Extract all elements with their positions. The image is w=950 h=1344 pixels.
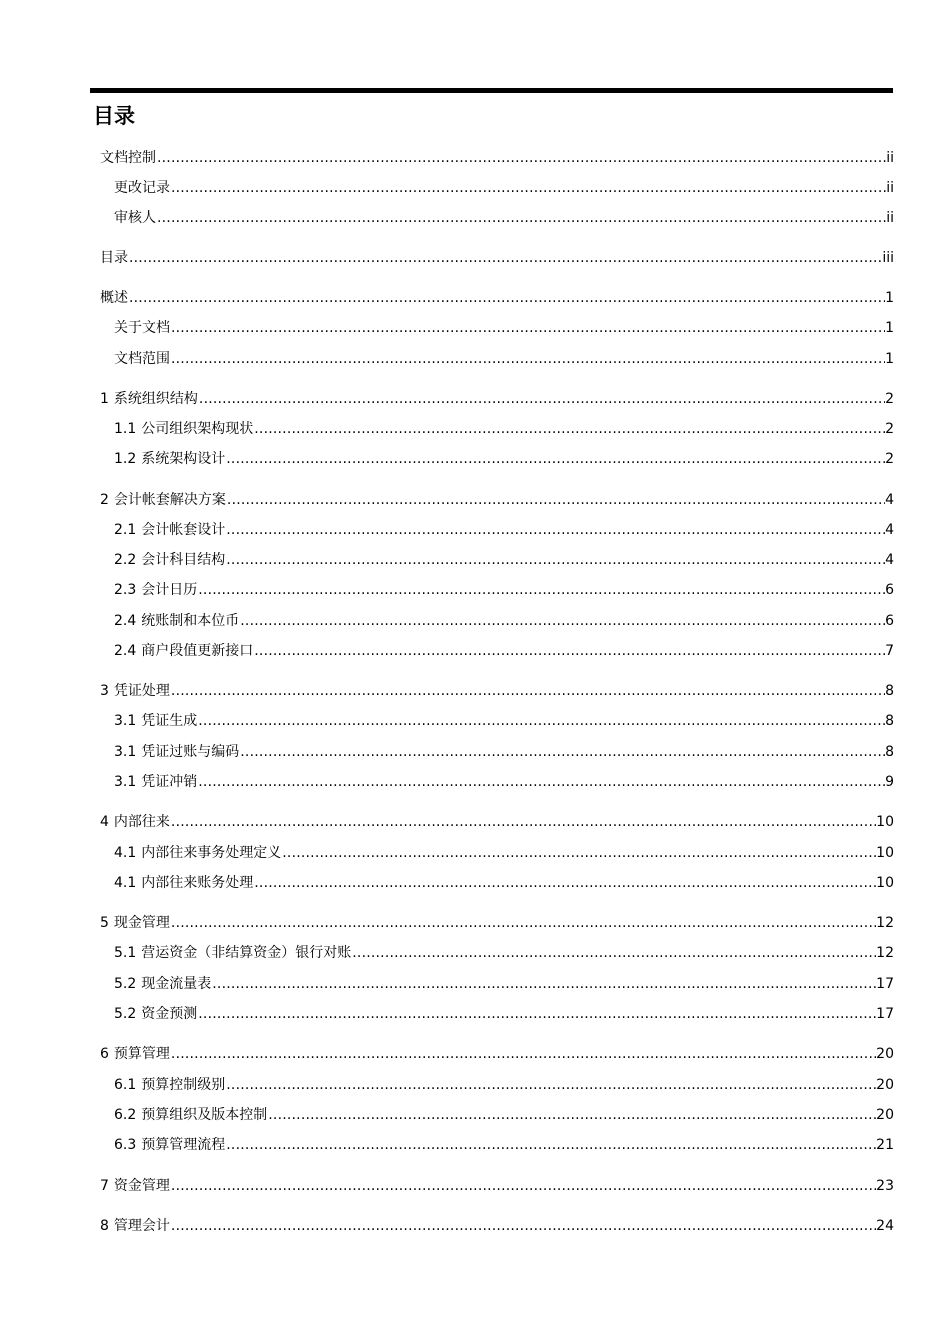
toc-entry-page-number: 4: [885, 522, 894, 538]
toc-entry-page-number: iii: [882, 250, 894, 266]
toc-entry[interactable]: [114, 349, 894, 369]
toc-entry-label: 会计帐套设计: [141, 522, 226, 538]
toc-entry-page-number: 17: [876, 1006, 894, 1022]
toc-entry-label: 关于文档: [114, 320, 170, 336]
toc-entry-page-number: 2: [885, 391, 894, 407]
toc-entry-label: 预算控制级别: [141, 1077, 226, 1093]
toc-entry-page-number: 20: [876, 1077, 894, 1093]
toc-entry[interactable]: [114, 178, 894, 198]
toc-entry-number: 3: [100, 683, 109, 699]
toc-dot-leader: [170, 178, 886, 198]
toc-entry-label: 文档控制: [100, 150, 156, 166]
toc-entry-page-number: ii: [886, 210, 894, 226]
toc-entry[interactable]: [100, 389, 894, 409]
toc-entry[interactable]: [114, 742, 894, 762]
toc-entry[interactable]: [114, 1075, 894, 1095]
toc-entry-page-number: 8: [885, 713, 894, 729]
toc-title: 目录: [93, 104, 135, 128]
toc-entry-page-number: 10: [876, 875, 894, 891]
toc-entry-number: 6: [100, 1046, 109, 1062]
toc-entry[interactable]: [114, 873, 894, 893]
toc-entry-page-number: 12: [876, 915, 894, 931]
toc-entry-page-number: 2: [885, 421, 894, 437]
toc-entry-page-number: 20: [876, 1107, 894, 1123]
toc-entry-page-number: 20: [876, 1046, 894, 1062]
toc-entry-number: 5.2: [114, 976, 137, 992]
toc-dot-leader: [239, 611, 885, 631]
toc-entry-label: 现金管理: [113, 915, 170, 931]
toc-entry-number: 2.3: [114, 582, 137, 598]
toc-dot-leader: [156, 208, 886, 228]
toc-entry-page-number: ii: [886, 180, 894, 196]
toc-entry-label: 预算管理流程: [141, 1137, 226, 1153]
toc-dot-leader: [170, 1216, 876, 1236]
toc-entry-number: 2.4: [114, 643, 137, 659]
toc-dot-leader: [197, 1004, 876, 1024]
toc-entry[interactable]: [114, 843, 894, 863]
toc-entry[interactable]: [100, 490, 894, 510]
header-rule: [90, 88, 893, 93]
toc-dot-leader: [239, 742, 885, 762]
toc-entry[interactable]: [114, 318, 894, 338]
toc-entry-label: 系统组织结构: [113, 391, 198, 407]
toc-entry-label: 商户段值更新接口: [141, 643, 254, 659]
toc-dot-leader: [225, 1075, 876, 1095]
toc-dot-leader: [170, 913, 876, 933]
toc-entry-number: 1.2: [114, 451, 137, 467]
toc-dot-leader: [197, 772, 885, 792]
toc-entry-page-number: 10: [876, 814, 894, 830]
toc-entry-label: 内部往来账务处理: [141, 875, 254, 891]
toc-dot-leader: [226, 490, 885, 510]
toc-entry-label: 文档范围: [114, 351, 170, 367]
toc-entry-label: 公司组织架构现状: [141, 421, 254, 437]
toc-entry-number: 2.2: [114, 552, 137, 568]
toc-entry-page-number: 21: [876, 1137, 894, 1153]
toc-entry-page-number: 17: [876, 976, 894, 992]
toc-dot-leader: [253, 873, 876, 893]
toc-entry-label: 内部往来: [113, 814, 170, 830]
toc-dot-leader: [225, 550, 885, 570]
toc-entry-page-number: 8: [885, 744, 894, 760]
toc-entry-label: 会计科目结构: [141, 552, 226, 568]
toc-entry-label: 资金管理: [113, 1178, 170, 1194]
toc-entry-number: 1.1: [114, 421, 137, 437]
toc-entry-label: 目录: [100, 250, 128, 266]
toc-entry-page-number: 1: [885, 290, 894, 306]
toc-entry-number: 2: [100, 492, 109, 508]
toc-entry-label: 管理会计: [113, 1218, 170, 1234]
toc-dot-leader: [225, 449, 885, 469]
toc-entry[interactable]: [114, 1135, 894, 1155]
toc-dot-leader: [211, 974, 876, 994]
toc-dot-leader: [197, 580, 885, 600]
toc-entry-page-number: 23: [876, 1178, 894, 1194]
toc-entry-label: 营运资金（非结算资金）银行对账: [141, 945, 352, 961]
toc-entry-page-number: 9: [885, 774, 894, 790]
toc-entry-page-number: 1: [885, 351, 894, 367]
toc-entry-page-number: ii: [886, 150, 894, 166]
toc-entry-label: 内部往来事务处理定义: [141, 845, 282, 861]
toc-dot-leader: [170, 318, 885, 338]
toc-entry-label: 系统架构设计: [141, 451, 226, 467]
toc-dot-leader: [267, 1105, 876, 1125]
toc-entry-number: 3.1: [114, 744, 137, 760]
toc-dot-leader: [170, 1176, 876, 1196]
toc-entry-page-number: 24: [876, 1218, 894, 1234]
toc-entry-label: 预算管理: [113, 1046, 170, 1062]
toc-entry[interactable]: [114, 449, 894, 469]
toc-entry-label: 预算组织及版本控制: [141, 1107, 268, 1123]
toc-entry[interactable]: [100, 148, 894, 168]
toc-entry-label: 更改记录: [114, 180, 170, 196]
toc-entry-label: 审核人: [114, 210, 156, 226]
toc-entry[interactable]: [100, 913, 894, 933]
toc-entry-label: 凭证处理: [113, 683, 170, 699]
toc-entry-number: 5.2: [114, 1006, 137, 1022]
toc-dot-leader: [170, 1044, 876, 1064]
toc-entry-number: 3.1: [114, 713, 137, 729]
toc-entry[interactable]: [114, 208, 894, 228]
toc-entry[interactable]: [100, 812, 894, 832]
toc-dot-leader: [225, 1135, 876, 1155]
toc-dot-leader: [128, 288, 885, 308]
toc-entry-page-number: 1: [885, 320, 894, 336]
toc-dot-leader: [170, 812, 876, 832]
toc-entry[interactable]: [114, 772, 894, 792]
toc-entry-page-number: 6: [885, 613, 894, 629]
toc-entry-label: 现金流量表: [141, 976, 212, 992]
toc-entry[interactable]: [100, 248, 894, 268]
toc-entry-page-number: 2: [885, 451, 894, 467]
toc-entry[interactable]: [114, 580, 894, 600]
toc-entry-label: 资金预测: [141, 1006, 198, 1022]
toc-entry[interactable]: [100, 681, 894, 701]
toc-entry-page-number: 8: [885, 683, 894, 699]
toc-entry-label: 概述: [100, 290, 128, 306]
toc-entry-page-number: 12: [876, 945, 894, 961]
toc-entry-number: 5: [100, 915, 109, 931]
toc-entry-number: 4.1: [114, 875, 137, 891]
toc-entry-label: 凭证生成: [141, 713, 198, 729]
toc-entry[interactable]: [100, 288, 894, 308]
toc-entry-page-number: 4: [885, 492, 894, 508]
toc-entry-page-number: 7: [885, 643, 894, 659]
toc-entry[interactable]: [100, 1044, 894, 1064]
toc-dot-leader: [170, 681, 885, 701]
toc-dot-leader: [170, 349, 885, 369]
toc-dot-leader: [351, 943, 876, 963]
toc-entry-number: 6.3: [114, 1137, 137, 1153]
toc-entry[interactable]: [100, 1176, 894, 1196]
toc-entry-number: 2.1: [114, 522, 137, 538]
toc-entry-number: 6.1: [114, 1077, 137, 1093]
toc-dot-leader: [253, 419, 885, 439]
toc-entry-page-number: 6: [885, 582, 894, 598]
toc-entry[interactable]: [114, 1004, 894, 1024]
toc-entry[interactable]: [114, 641, 894, 661]
toc-entry-number: 1: [100, 391, 109, 407]
toc-entry-number: 6.2: [114, 1107, 137, 1123]
toc-entry[interactable]: [114, 520, 894, 540]
toc-entry-page-number: 10: [876, 845, 894, 861]
toc-entry-number: 7: [100, 1178, 109, 1194]
toc-entry-number: 3.1: [114, 774, 137, 790]
toc-entry[interactable]: [114, 419, 894, 439]
toc-dot-leader: [253, 641, 885, 661]
toc-dot-leader: [197, 711, 885, 731]
toc-entry[interactable]: [114, 974, 894, 994]
toc-entry[interactable]: [100, 1216, 894, 1236]
toc-entry-page-number: 4: [885, 552, 894, 568]
toc-entry[interactable]: [114, 943, 894, 963]
toc-entry-number: 2.4: [114, 613, 137, 629]
toc-entry-label: 统账制和本位币: [141, 613, 240, 629]
toc-dot-leader: [128, 248, 882, 268]
toc-entry[interactable]: [114, 1105, 894, 1125]
toc-entry-label: 凭证冲销: [141, 774, 198, 790]
toc-entry-number: 8: [100, 1218, 109, 1234]
toc-entry[interactable]: [114, 711, 894, 731]
toc-dot-leader: [156, 148, 886, 168]
toc-entry-number: 4.1: [114, 845, 137, 861]
toc-entry-number: 4: [100, 814, 109, 830]
toc-entry-label: 凭证过账与编码: [141, 744, 240, 760]
toc-dot-leader: [198, 389, 885, 409]
toc-dot-leader: [281, 843, 876, 863]
toc-dot-leader: [225, 520, 885, 540]
toc-entry-label: 会计帐套解决方案: [113, 492, 226, 508]
toc-entry[interactable]: [114, 550, 894, 570]
toc-entry-label: 会计日历: [141, 582, 198, 598]
toc-entry-number: 5.1: [114, 945, 137, 961]
toc-entry[interactable]: [114, 611, 894, 631]
